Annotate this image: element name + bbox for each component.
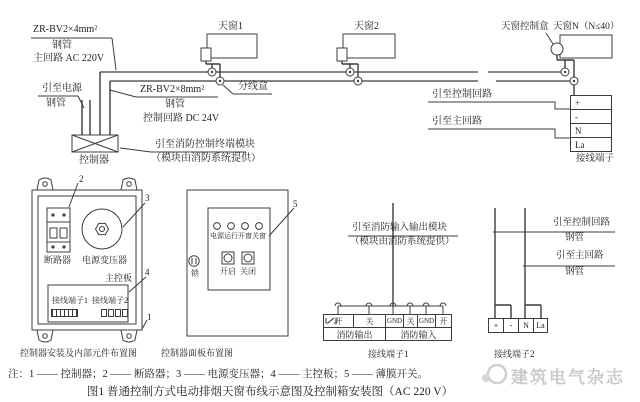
board-terminal1-strip	[51, 309, 78, 317]
membrane-buttons	[222, 252, 254, 264]
terminal1-cell-label: 开	[334, 316, 343, 326]
terminal1-cell: 关	[403, 315, 417, 327]
fire-module-note: （模块由消防系统提供）	[151, 153, 261, 164]
to-main-circuit-line	[428, 129, 570, 138]
steel-pipe-label: 钢管	[52, 40, 72, 51]
main-circuit-label: 主回路 AC 220V	[33, 53, 105, 64]
indicator-label: 开窗	[238, 232, 252, 240]
terminal-row: N	[571, 123, 611, 137]
ctrl-wire-spec-label: ZR-BV2×8mm²	[140, 84, 205, 95]
terminal1-cell: GND	[418, 317, 435, 325]
controller-view-caption: 控制器安装及内部元件布置图	[20, 348, 138, 358]
to-main-circuit-label: 引至主回路	[432, 116, 482, 127]
panel-view-caption: 控制器面板布置图	[161, 348, 234, 358]
callout-2: 2	[79, 174, 84, 184]
steel-pipe-label: 钢管	[165, 99, 185, 110]
callout-5: 5	[293, 199, 298, 209]
fire-io-module-label: 引至消防输入输出模块	[352, 223, 448, 233]
board-terminal1-label: 接线端子1	[52, 296, 88, 305]
board-label: 主控板	[105, 273, 133, 283]
terminal-block-label: 接线端子	[576, 154, 615, 164]
to-power-label: 引至电源	[42, 83, 82, 94]
indicator-label: 关窗	[252, 232, 266, 240]
to-control-circuit-label: 引至控制回路	[553, 218, 611, 228]
to-fire-module-label: 引至消防控制终端模块	[155, 139, 255, 150]
callout-4: 4	[145, 267, 150, 277]
main-wire-spec-label: ZR-BV2×4mm²	[33, 24, 98, 35]
bus-drop-wires	[100, 72, 110, 135]
indicator-lamps	[214, 223, 263, 230]
open-button-label: 开启	[220, 267, 236, 276]
skylight1-label: 天窗1	[218, 21, 243, 32]
terminal1-groups	[323, 327, 452, 341]
terminal1-cell-label: 关	[365, 316, 374, 326]
to-control-circuit-label: 引至控制回路	[432, 89, 492, 100]
terminal2-cells	[488, 318, 548, 333]
terminal1-cell	[353, 315, 385, 327]
steel-pipe-label: 钢管	[46, 98, 66, 109]
callout-1: 1	[147, 312, 152, 322]
breaker-label: 断路器	[44, 255, 72, 265]
skylightN-label: 天窗N（N≤40）	[553, 22, 620, 32]
fire-io-module-note: （模块由消防系统提供）	[350, 237, 455, 247]
board-terminal2-pin	[101, 309, 107, 317]
indicator-label: 运行	[224, 232, 238, 240]
terminal-row: La	[571, 137, 611, 151]
terminal-block	[570, 95, 612, 152]
figure-notes: 注：1 —— 控制器；2 —— 断路器；3 —— 电源变压器；4 —— 主控板；5 —— 薄膜开关。	[8, 369, 428, 380]
terminal2-cell: +	[493, 321, 499, 330]
callout5-leader	[269, 208, 294, 236]
terminal1-caption: 接线端子1	[368, 349, 409, 359]
steel-pipe-label: 钢管	[565, 233, 585, 243]
magazine-logo-icon	[481, 361, 509, 387]
transformer-label: 电源变压器	[82, 255, 128, 265]
fire-input-group-label: 消防输入	[385, 328, 451, 340]
junction-box-label: 分线盒	[238, 81, 268, 92]
figure-caption: 图1 普通控制方式电动排烟天窗布线示意图及控制箱安装图（AC 220 V）	[86, 386, 454, 398]
magazine-watermark: 建筑电气杂志	[511, 368, 625, 388]
board-terminal2-pin	[122, 309, 128, 317]
skylight-ctrl-box-label: 天窗控制盒	[501, 22, 549, 32]
lock-label: 锁	[191, 269, 199, 278]
terminal-row: -	[571, 109, 611, 123]
terminal1-cells	[323, 314, 452, 328]
board-terminal2-pin	[108, 309, 114, 317]
skylight2-label: 天窗2	[354, 21, 379, 32]
lock-icon	[189, 256, 199, 266]
terminal2-cell: -	[503, 319, 518, 332]
terminal-row: +	[575, 97, 581, 108]
board-terminal2-pin	[115, 309, 121, 317]
panel-enclosure	[187, 190, 288, 336]
terminal1-wiring	[335, 203, 458, 314]
skylight2-box	[337, 34, 395, 77]
to-control-circuit-line	[428, 102, 570, 109]
terminal2-cell: La	[533, 319, 547, 332]
control-circuit-label: 控制回路 DC 24V	[143, 113, 220, 124]
controller-symbol	[72, 135, 118, 152]
steel-pipe-label: 钢管	[565, 267, 585, 277]
terminal1-cell: GND	[386, 317, 403, 325]
indicator-label: 电源	[210, 232, 224, 240]
skylightN-box	[546, 33, 612, 95]
board-terminal2-label: 接线端子2	[92, 296, 128, 305]
power-feed-wires	[82, 100, 90, 135]
terminal1-cell: 开	[435, 315, 451, 327]
controller-label: 控制器	[79, 155, 109, 166]
terminal2-caption: 接线端子2	[494, 349, 535, 359]
close-button-label: 关闭	[240, 267, 256, 276]
fire-output-group-label: 消防输出	[336, 329, 373, 340]
terminal2-cell: N	[518, 319, 533, 332]
to-main-circuit-label: 引至主回路	[556, 251, 604, 261]
main-wire-label-leader	[31, 38, 116, 108]
callout-3: 3	[145, 193, 150, 203]
